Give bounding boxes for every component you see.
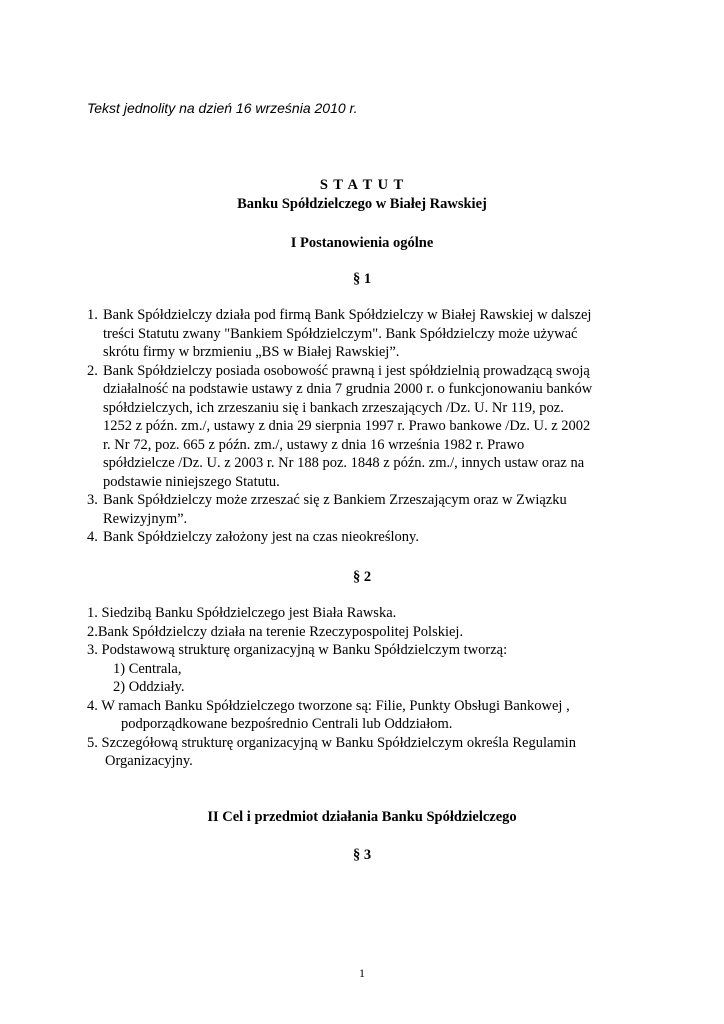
list-item: 4. W ramach Banku Spółdzielczego tworzone są: Filie, Punkty Obsługi Bankowej ,	[87, 697, 570, 714]
document-subtitle: Banku Spółdzielczego w Białej Rawskiej	[237, 196, 487, 212]
list-item: 1. Siedzibą Banku Spółdzielczego jest Biała Rawska.	[87, 605, 397, 621]
chapter-1-heading: I Postanowienia ogólne	[290, 235, 434, 251]
page-number: 1	[359, 966, 365, 980]
list-item: 3. Bank Spółdzielczy może zrzeszać się z Bankiem Zrzeszającym oraz w Związku Rewizyjnym”.	[87, 492, 567, 527]
list-item: 2. Bank Spółdzielczy posiada osobowość prawną i jest spółdzielnią prowadzącą swoją działalność na podstawie ustawy z dnia 7 grudnia 2000 r. o funkcjonowaniu banków spółdzielczych, ich zrzeszaniu się i bankach zrzeszających /Dz. U. Nr 119, poz. 1252 z późn. zm./, ustawy z dnia 29 sierpnia 1997 r. Prawo bankowe /Dz. U. z 2002 r. Nr 72, poz. 665 z późn. zm./, ustawy z dnia 16 września 1982 r. Prawo spółdzielcze /Dz. U. z 2003 r. Nr 188 poz. 1848 z późn. zm./, innych ustaw oraz na podstawie niniejszego Statutu.	[87, 362, 593, 490]
section-1-heading: § 1	[352, 271, 372, 287]
section-1-body	[87, 306, 641, 547]
section-3-heading: § 3	[352, 847, 372, 863]
list-item: podporządkowane bezpośrednio Centrali lub Oddziałom.	[121, 716, 453, 732]
consolidated-text-note: Tekst jednolity na dzień 16 września 2010 r.	[87, 100, 358, 116]
list-item: 4. Bank Spółdzielczy założony jest na czas nieokreślony.	[87, 529, 419, 545]
list-item: 1) Centrala,	[113, 660, 182, 677]
section-2-heading: § 2	[352, 569, 372, 585]
section-2-body	[87, 604, 641, 771]
list-item: 1. Bank Spółdzielczy działa pod firmą Bank Spółdzielczy w Białej Rawskiej w dalszej treści Statutu zwany "Bankiem Spółdzielczym". Bank Spółdzielczy może używać skrótu firmy w brzmieniu „BS w Białej Rawskiej”.	[87, 307, 592, 360]
list-item: 2) Oddziały.	[113, 679, 185, 695]
list-item: 3. Podstawową strukturę organizacyjną w Banku Spółdzielczym tworzą:	[87, 642, 508, 658]
chapter-2-heading: II Cel i przedmiot działania Banku Spółdzielczego	[207, 809, 517, 825]
list-item: Organizacyjny.	[105, 753, 193, 769]
list-item: 5. Szczegółową strukturę organizacyjną w Banku Spółdzielczym określa Regulamin	[87, 734, 576, 751]
list-item: 2.Bank Spółdzielczy działa na terenie Rzeczypospolitej Polskiej.	[87, 623, 464, 640]
document-title: S T A T U T	[319, 177, 405, 193]
